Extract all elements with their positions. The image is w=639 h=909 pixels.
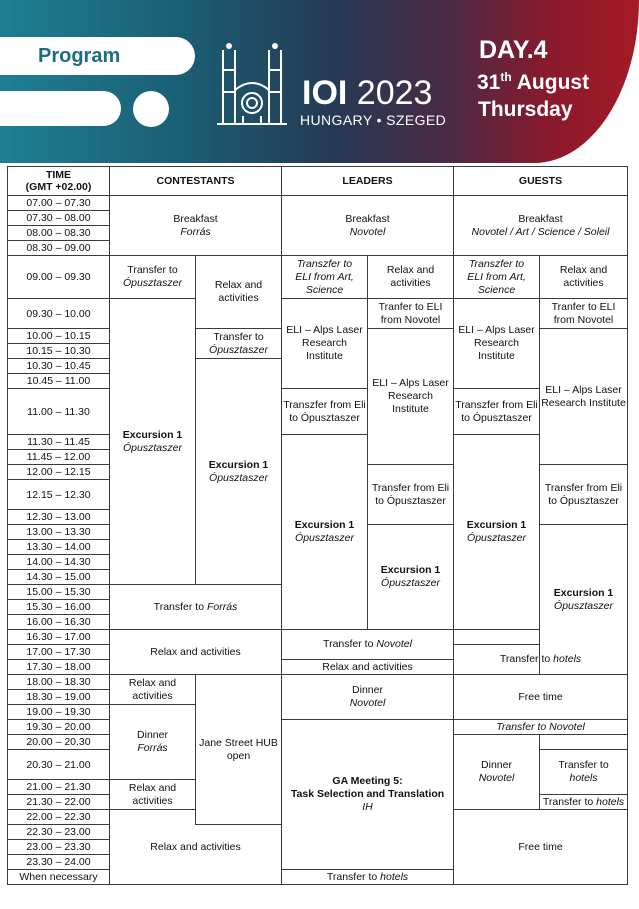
leaders-header: LEADERS [282, 167, 454, 196]
leaders-transzfer-eli: Transzfer to ELI from Art, Science [282, 256, 368, 299]
contestants-relax-1: Relax and activities [196, 256, 282, 329]
time-cell: 11.45 – 12.00 [8, 450, 110, 465]
time-cell: 11.30 – 11.45 [8, 435, 110, 450]
contestants-dinner: Dinner Forrás [110, 705, 196, 780]
contestants-excursion-a: Excursion 1 Ópusztaszer [110, 299, 196, 585]
contestants-relax-5: Relax and activities [110, 810, 282, 885]
guests-dinner: Dinner Novotel [454, 735, 540, 810]
program-label: Program [38, 45, 121, 67]
leaders-excursion-b: Excursion 1 Ópusztaszer [368, 525, 454, 630]
guests-tranfer-eli: Tranfer to ELI from Novotel [540, 299, 628, 329]
leaders-eli-alps-a: ELI – Alps Laser Research Institute [282, 299, 368, 389]
contestants-header: CONTESTANTS [110, 167, 282, 196]
guests-eli-alps-b: ELI – Alps Laser Research Institute [540, 329, 628, 465]
brand-place: HUNGARY • SZEGED [300, 112, 447, 128]
contestants-transfer-forras: Transfer to Forrás [110, 585, 282, 630]
guests-relax-1: Relax and activities [540, 256, 628, 299]
ioi-building-logo [213, 40, 291, 130]
time-cell: 10.45 – 11.00 [8, 374, 110, 389]
time-cell: 23.30 – 24.00 [8, 855, 110, 870]
time-cell: 08.30 – 09.00 [8, 241, 110, 256]
time-cell: 10.00 – 10.15 [8, 329, 110, 344]
brand-ioi: IOI [302, 74, 348, 112]
guests-transfer-hotels-c: Transfer to hotels [540, 795, 628, 810]
guests-free-time-2: Free time [454, 810, 628, 885]
leaders-transzfer-from-eli: Transzfer from Eli to Ópusztaszer [282, 389, 368, 435]
time-cell: 07.30 – 08.00 [8, 211, 110, 226]
weekday-label: Thursday [478, 98, 573, 121]
leaders-ga-meeting: GA Meeting 5: Task Selection and Translation IH [282, 720, 454, 870]
leaders-breakfast: Breakfast Novotel [282, 196, 454, 256]
contestants-transfer-opusztaszer: Transfer to Ópusztaszer [110, 256, 196, 299]
time-cell: 13.00 – 13.30 [8, 525, 110, 540]
time-cell: 12.30 – 13.00 [8, 510, 110, 525]
table-header-row [8, 167, 628, 196]
guests-empty [540, 735, 628, 750]
contestants-relax-3: Relax and activities [110, 675, 196, 705]
time-cell: 15.30 – 16.00 [8, 600, 110, 615]
guests-header: GUESTS [454, 167, 628, 196]
guests-transfer-novotel: Transfer to Novotel [454, 720, 628, 735]
guests-transfer-hotels: Transfer to hotels [454, 645, 628, 675]
time-cell: 21.00 – 21.30 [8, 780, 110, 795]
contestants-jane-street: Jane Street HUB open [196, 675, 282, 825]
guests-breakfast: Breakfast Novotel / Art / Science / Soleil [454, 196, 628, 256]
time-cell: 11.00 – 11.30 [8, 389, 110, 435]
time-cell: When necessary [8, 870, 110, 885]
date-label: 31th August [477, 70, 590, 94]
contestants-breakfast: Breakfast Forrás [110, 196, 282, 256]
time-cell: 16.00 – 16.30 [8, 615, 110, 630]
time-cell: 12.15 – 12.30 [8, 480, 110, 510]
time-cell: 20.00 – 20.30 [8, 735, 110, 750]
time-cell: 20.30 – 21.00 [8, 750, 110, 780]
leaders-eli-alps-b: ELI – Alps Laser Research Institute [368, 329, 454, 465]
leaders-transfer-hotels: Transfer to hotels [282, 870, 454, 885]
time-cell: 17.00 – 17.30 [8, 645, 110, 660]
leaders-relax-1: Relax and activities [368, 256, 454, 299]
time-cell: 22.00 – 22.30 [8, 810, 110, 825]
guests-free-time-1: Free time [454, 675, 628, 720]
time-cell: 14.00 – 14.30 [8, 555, 110, 570]
guests-transfer-hotels-b: Transfer to hotels [540, 750, 628, 795]
time-cell: 13.30 – 14.00 [8, 540, 110, 555]
time-cell: 18.30 – 19.00 [8, 690, 110, 705]
time-cell: 16.30 – 17.00 [8, 630, 110, 645]
time-header: TIME (GMT +02.00) [8, 167, 110, 196]
program-pill [0, 37, 195, 75]
guests-excursion-b: Excursion 1 Ópusztaszer [540, 525, 628, 675]
time-cell: 09.30 – 10.00 [8, 299, 110, 329]
contestants-transfer-opusztaszer-b: Transfer to Ópusztaszer [196, 329, 282, 359]
time-cell: 08.00 – 08.30 [8, 226, 110, 241]
decor-bar [0, 91, 121, 126]
guests-transzfer-from-eli: Transzfer from Eli to Ópusztaszer [454, 389, 540, 435]
time-cell: 22.30 – 23.00 [8, 825, 110, 840]
leaders-excursion-a: Excursion 1 Ópusztaszer [282, 435, 368, 630]
leaders-relax-2: Relax and activities [282, 660, 454, 675]
time-cell: 17.30 – 18.00 [8, 660, 110, 675]
leaders-dinner: Dinner Novotel [282, 675, 454, 720]
contestants-excursion-b: Excursion 1 Ópusztaszer [196, 359, 282, 585]
leaders-transfer-from-eli: Transfer from Eli to Ópusztaszer [368, 465, 454, 525]
time-cell: 18.00 – 18.30 [8, 675, 110, 690]
schedule-table [7, 166, 628, 885]
guests-eli-alps-a: ELI – Alps Laser Research Institute [454, 299, 540, 389]
brand-title [302, 74, 432, 112]
guests-transfer-from-eli: Transfer from Eli to Ópusztaszer [540, 465, 628, 525]
day-label: DAY.4 [479, 36, 548, 64]
time-cell: 07.00 – 07.30 [8, 196, 110, 211]
time-cell: 19.30 – 20.00 [8, 720, 110, 735]
guests-transzfer-eli: Transzfer to ELI from Art, Science [454, 256, 540, 299]
header-banner [0, 0, 639, 163]
decor-dot [133, 91, 169, 127]
guests-excursion-a: Excursion 1 Ópusztaszer [454, 435, 540, 630]
time-cell: 10.15 – 10.30 [8, 344, 110, 359]
brand-year: 2023 [356, 74, 433, 112]
time-cell: 23.00 – 23.30 [8, 840, 110, 855]
time-cell: 12.00 – 12.15 [8, 465, 110, 480]
contestants-relax-4: Relax and activities [110, 780, 196, 810]
time-cell: 10.30 – 10.45 [8, 359, 110, 374]
leaders-transfer-novotel: Transfer to Novotel [282, 630, 454, 660]
time-cell: 15.00 – 15.30 [8, 585, 110, 600]
contestants-relax-2: Relax and activities [110, 630, 282, 675]
time-cell: 21.30 – 22.00 [8, 795, 110, 810]
leaders-tranfer-eli: Tranfer to ELI from Novotel [368, 299, 454, 329]
time-cell: 14.30 – 15.00 [8, 570, 110, 585]
time-cell: 09.00 – 09.30 [8, 256, 110, 299]
time-cell: 19.00 – 19.30 [8, 705, 110, 720]
